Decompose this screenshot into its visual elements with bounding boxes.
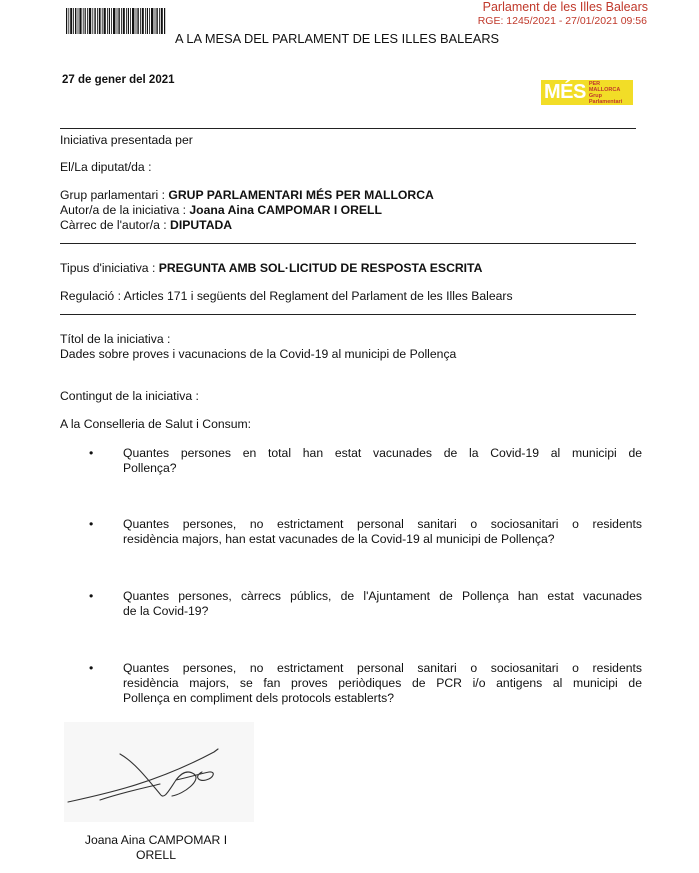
type-line (60, 261, 482, 275)
type-label: Tipus d'iniciativa : (60, 261, 159, 275)
author-label: Autor/a de la iniciativa : (60, 203, 190, 217)
role-line (60, 218, 232, 232)
title-label: Títol de la iniciativa : (60, 332, 171, 346)
type-value: PREGUNTA AMB SOL·LICITUD DE RESPOSTA ESCRITA (158, 261, 483, 275)
question-3 (123, 589, 642, 619)
divider (60, 314, 636, 315)
title-value: Dades sobre proves i vacunacions de la Covid-19 al municipi de Pollença (60, 347, 457, 361)
logo-subtitle (589, 81, 633, 105)
question-1 (123, 446, 642, 476)
question-line: Quantes persones, no estrictament personal sanitari o sociosanitari o residents (123, 517, 642, 531)
role-label: Càrrec de l'autor/a : (60, 218, 171, 232)
document-date: 27 de gener del 2021 (62, 74, 175, 86)
addressee: A LA MESA DEL PARLAMENT DE LES ILLES BALEARS (175, 31, 500, 46)
logo-line-1: PER (588, 80, 601, 87)
author-value: Joana Aina CAMPOMAR I ORELL (189, 203, 382, 217)
question-4 (123, 661, 642, 706)
deputy-label: El/La diputat/da : (60, 160, 152, 174)
group-value: GRUP PARLAMENTARI MÉS PER MALLORCA (168, 188, 434, 202)
addressed-to: A la Conselleria de Salut i Consum: (60, 417, 252, 431)
content-label: Contingut de la iniciativa : (60, 389, 199, 403)
logo-main: MÉS (544, 81, 586, 103)
question-2 (123, 517, 642, 547)
question-line: Pollença en compliment dels protocols establerts? (123, 691, 394, 705)
barcode (66, 8, 166, 34)
regulation: Regulació : Articles 171 i següents del Reglament del Parlament de les Illes Balears (60, 289, 513, 303)
registry-parliament: Parlament de les Illes Balears (482, 0, 648, 14)
bullet: • (89, 446, 94, 460)
divider (60, 128, 636, 129)
signature (64, 722, 254, 822)
question-line: residència majors, han estat vacunades de la Covid-19 al municipi de Pollença? (123, 532, 555, 546)
question-line: de la Covid-19? (123, 604, 209, 618)
bullet: • (89, 517, 94, 531)
logo-line-3: Grup Parlamentari (588, 92, 623, 105)
question-line: Quantes persones, no estrictament personal sanitari o sociosanitari o residents (123, 661, 642, 675)
bullet: • (89, 661, 94, 675)
question-line: Quantes persones, càrrecs públics, de l'Ajuntament de Pollença han estat vacunades (123, 589, 642, 603)
divider (60, 243, 636, 244)
bullet: • (89, 589, 94, 603)
author-line (60, 203, 382, 217)
presented-by: Iniciativa presentada per (60, 133, 193, 147)
question-line: residència majors, se fan proves periòdiques de PCR i/o antigens al municipi de (123, 676, 642, 690)
group-label: Grup parlamentari : (60, 188, 169, 202)
question-line: Quantes persones en total han estat vacunades de la Covid-19 al municipi de (123, 446, 642, 460)
question-line: Pollença? (123, 461, 177, 475)
role-value: DIPUTADA (170, 218, 233, 232)
group-line (60, 188, 434, 202)
signer-name: Joana Aina CAMPOMAR I ORELL (84, 833, 228, 862)
party-logo (541, 80, 633, 105)
registry-entry: RGE: 1245/2021 - 27/01/2021 09:56 (477, 15, 647, 27)
logo-line-2: MALLORCA (588, 86, 621, 93)
